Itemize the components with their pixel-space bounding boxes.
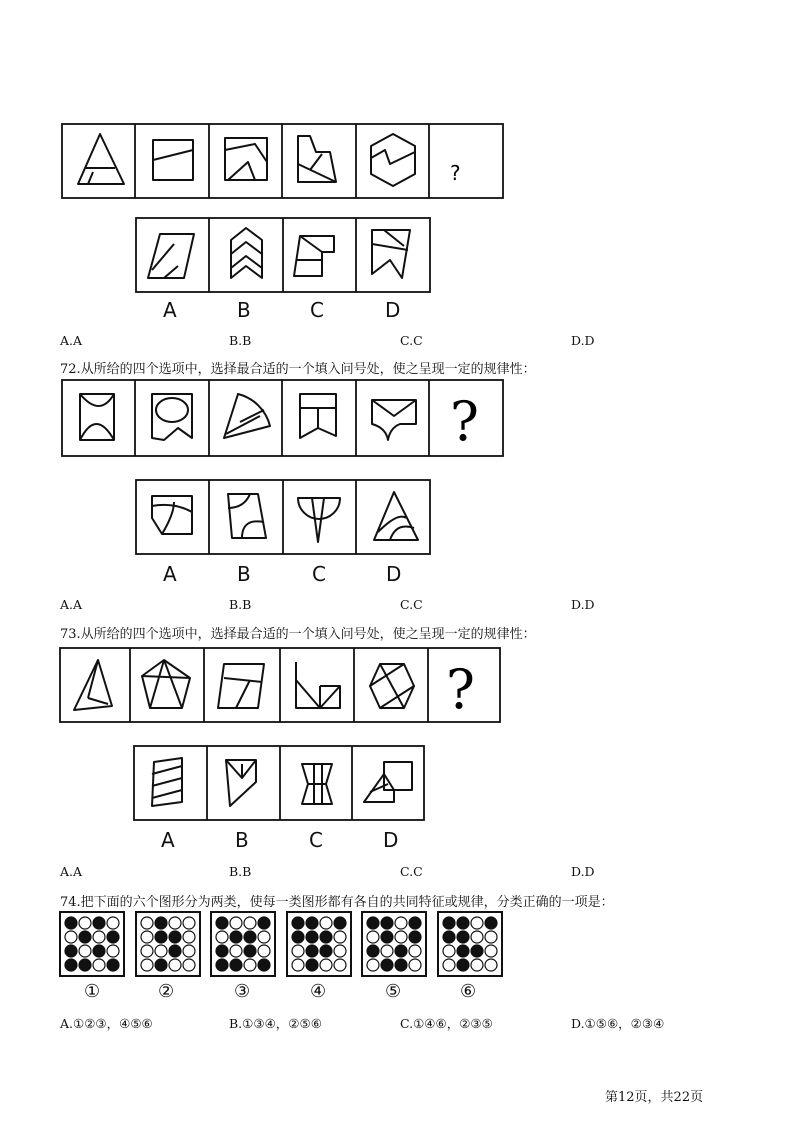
q71-option-b[interactable]: B.B <box>229 333 252 348</box>
q72-stem: 72.从所给的四个选项中，选择最合适的一个填入问号处，使之呈现一定的规律性： <box>60 362 536 377</box>
q72-ans-d[interactable] <box>374 492 418 540</box>
q74-number-4: ④ <box>310 981 327 1002</box>
q71-letter-c: C <box>310 298 324 322</box>
q74-grid-2 <box>136 912 200 976</box>
q74-stem: 74.把下面的六个图形分为两类，使每一类图形都有各自的共同特征或规律，分类正确的一项是： <box>60 895 614 910</box>
q73-ans-d[interactable] <box>364 762 412 802</box>
q73-letter-b: B <box>235 828 249 852</box>
q73-figure-row <box>58 646 503 724</box>
q71-fig-2 <box>153 140 193 180</box>
q73-question-mark: ? <box>446 658 475 721</box>
q73-option-a[interactable]: A.A <box>60 864 83 879</box>
q73-option-d[interactable]: D.D <box>571 864 595 879</box>
q74-number-1: ① <box>84 981 101 1002</box>
q72-letter-a: A <box>163 562 177 586</box>
q72-letter-d: D <box>386 562 402 586</box>
q74-option-b[interactable]: B.①③④，②⑤⑥ <box>229 1016 322 1031</box>
q74-grid-6 <box>438 912 502 976</box>
q74-grid-4 <box>287 912 351 976</box>
q73-letter-a: A <box>161 828 175 852</box>
q72-option-d[interactable]: D.D <box>571 597 595 612</box>
q71-letter-d: D <box>385 298 401 322</box>
q72-option-c[interactable]: C.C <box>400 597 423 612</box>
q74-number-3: ③ <box>234 981 251 1002</box>
q74-number-6: ⑥ <box>460 981 477 1002</box>
q71-fig-3 <box>225 138 267 180</box>
page-footer: 第12页，共22页 <box>605 1090 704 1105</box>
q72-option-a[interactable]: A.A <box>60 597 83 612</box>
q71-option-c[interactable]: C.C <box>400 333 423 348</box>
q71-letter-b: B <box>237 298 251 322</box>
q72-fig-2 <box>152 394 192 440</box>
q71-letter-a: A <box>163 298 177 322</box>
q72-ans-a[interactable] <box>152 496 192 534</box>
q73-letter-d: D <box>383 828 399 852</box>
q71-ans-d[interactable] <box>372 230 410 278</box>
q71-fig-4 <box>298 136 336 182</box>
q71-question-mark: ? <box>450 161 461 185</box>
q73-ans-a[interactable] <box>152 758 182 806</box>
q73-ans-c[interactable] <box>302 764 332 804</box>
q73-ans-b[interactable] <box>226 760 256 806</box>
q71-option-a[interactable]: A.A <box>60 333 83 348</box>
q74-number-5: ⑤ <box>385 981 402 1002</box>
q72-ans-c[interactable] <box>298 498 340 542</box>
q73-fig-5 <box>370 664 414 708</box>
q71-option-d[interactable]: D.D <box>571 333 595 348</box>
q72-letter-b: B <box>237 562 251 586</box>
q72-ans-b[interactable] <box>228 494 266 538</box>
q72-question-mark: ? <box>450 390 479 453</box>
q73-answer-row <box>132 744 428 822</box>
q72-fig-3 <box>224 394 270 438</box>
q74-option-a[interactable]: A.①②③，④⑤⑥ <box>60 1016 153 1031</box>
q74-option-d[interactable]: D.①⑤⑥，②③④ <box>571 1016 665 1031</box>
q73-fig-4 <box>296 662 340 708</box>
q74-grid-1 <box>60 912 124 976</box>
q73-fig-1 <box>74 660 112 710</box>
q74-option-c[interactable]: C.①④⑥，②③⑤ <box>400 1016 493 1031</box>
q71-ans-c[interactable] <box>294 236 334 276</box>
q74-figure-row <box>58 910 508 982</box>
q72-option-b[interactable]: B.B <box>229 597 252 612</box>
q72-fig-5 <box>372 400 416 440</box>
q74-number-2: ② <box>158 981 175 1002</box>
q73-stem: 73.从所给的四个选项中，选择最合适的一个填入问号处，使之呈现一定的规律性： <box>60 627 536 642</box>
q71-fig-1 <box>78 134 124 184</box>
q73-fig-3 <box>218 664 264 708</box>
q71-figure-row <box>60 122 505 200</box>
q72-answer-row <box>134 478 434 556</box>
q73-fig-2 <box>142 660 190 708</box>
q71-ans-a[interactable] <box>148 234 194 278</box>
q72-letter-c: C <box>312 562 326 586</box>
q72-figure-row <box>60 378 505 458</box>
q71-ans-b[interactable] <box>231 228 262 278</box>
q73-option-b[interactable]: B.B <box>229 864 252 879</box>
q73-option-c[interactable]: C.C <box>400 864 423 879</box>
q74-grid-3 <box>211 912 275 976</box>
q71-fig-5 <box>371 134 415 186</box>
q72-fig-1 <box>80 394 114 440</box>
q74-grid-5 <box>362 912 426 976</box>
q73-letter-c: C <box>309 828 323 852</box>
q72-fig-4 <box>300 394 336 438</box>
q71-answer-row <box>134 216 434 294</box>
